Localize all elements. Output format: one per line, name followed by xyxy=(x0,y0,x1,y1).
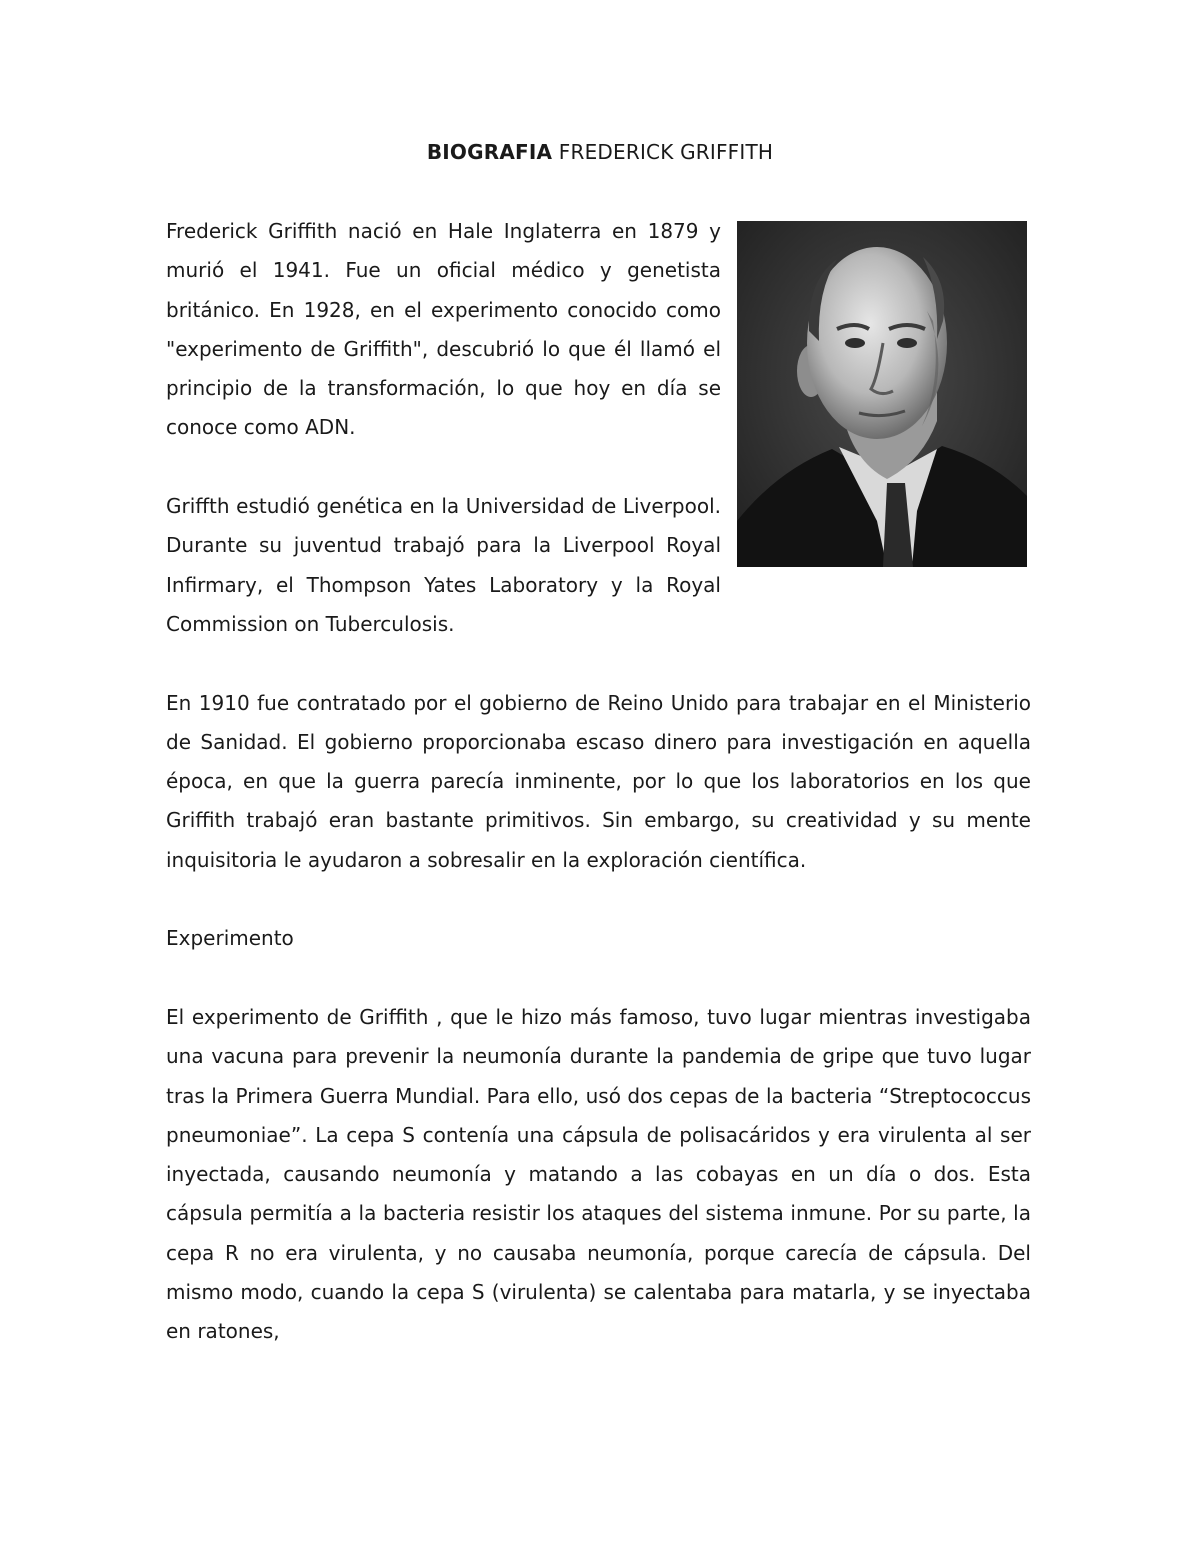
portrait-photo xyxy=(737,221,1027,567)
paragraph-education: Griffth estudió genética en la Universidad de Liverpool. Durante su juventud trabajó para la Liverpool Royal Infirmary, el Thompson Yates Laboratory y la Royal Commission on Tuberculosis. xyxy=(166,494,721,636)
document-title xyxy=(0,140,1200,164)
title-bold-part: BIOGRAFIA xyxy=(426,140,553,164)
document-body xyxy=(166,212,1031,1391)
section-heading-experimento: Experimento xyxy=(166,926,294,951)
paragraph-intro: Frederick Griffith nació en Hale Inglaterra en 1879 y murió el 1941. Fue un oficial médico y genetista británico. En 1928, en el experimento conocido como "experimento de Griffith", descubrió lo que él llamó el principio de la transformación, lo que hoy en día se conoce como ADN. xyxy=(166,219,721,440)
paragraph-career: En 1910 fue contratado por el gobierno de Reino Unido para trabajar en el Ministerio de Sanidad. El gobierno proporcionaba escaso dinero para investigación en aquella época, en que la guerra parecía inminente, por lo que los laboratorios en los que Griffith trabajó eran bastante primitivos. Sin embargo, su creatividad y su mente inquisitoria le ayudaron a sobresalir en la exploración científica. xyxy=(166,690,1031,872)
paragraph-experiment: El experimento de Griffith , que le hizo más famoso, tuvo lugar mientras investigaba una vacuna para prevenir la neumonía durante la pandemia de gripe que tuvo lugar tras la Primera Guerra Mundial. Para ello, usó dos cepas de la bacteria “Streptococcus pneumoniae”. La cepa S contenía una cápsula de polisacáridos y era virulenta al ser inyectada, causando neumonía y matando a las cobayas en un día o dos. Esta cápsula permitía a la bacteria resistir los ataques del sistema inmune. Por su parte, la cepa R no era virulenta, y no causaba neumonía, porque carecía de cápsula. Del mismo modo, cuando la cepa S (virulenta) se calentaba para matarla, y se inyectaba en ratones, xyxy=(166,1004,1031,1344)
title-rest-part: FREDERICK GRIFFITH xyxy=(552,140,774,164)
